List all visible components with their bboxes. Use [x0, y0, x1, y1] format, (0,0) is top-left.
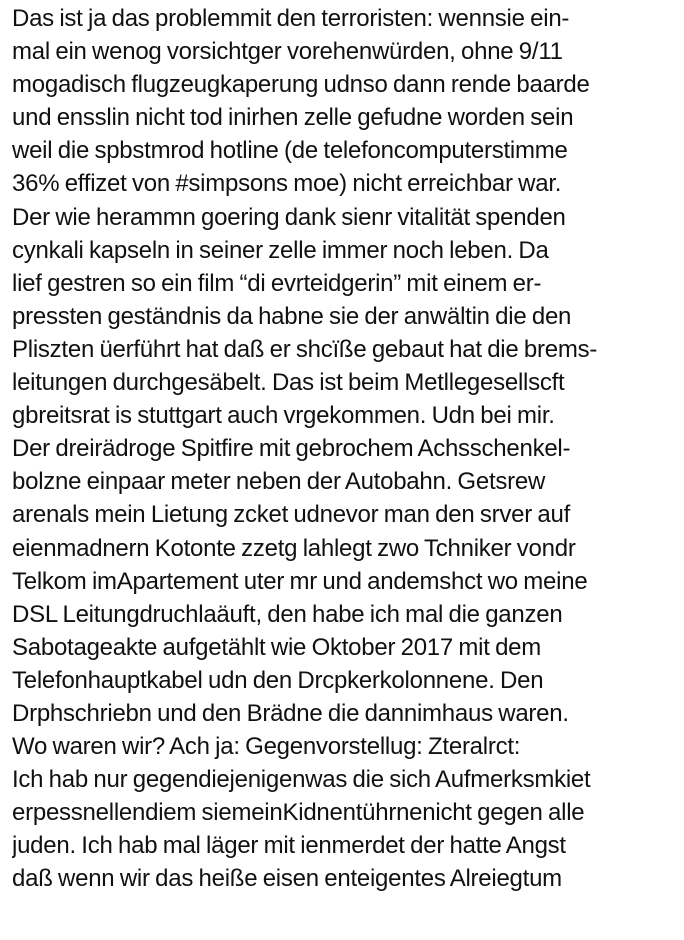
- text-line: cynkali kapseln in seiner zelle immer noch leben. Da: [12, 236, 549, 264]
- text-line: pressten geständnis da habne sie der anwältin die den: [12, 302, 572, 330]
- text-line: Der dreirädroge Spitfire mit gebrochem Achsschenkel-: [12, 435, 571, 463]
- text-line: und ensslin nicht tod inirhen zelle gefudne worden sein: [12, 104, 574, 132]
- text-line: mogadisch flugzeugkaperung udnso dann rende baarde: [12, 71, 590, 99]
- text-line: 36% effizet von #simpsons moe) nicht erreichbar war.: [12, 170, 562, 198]
- text-line: eienmadnern Kotonte zzetg lahlegt zwo Tchniker vondr: [12, 534, 576, 562]
- text-line: gbreitsrat is stuttgart auch vrgekommen. Udn bei mir.: [12, 402, 555, 430]
- text-line: Ich hab nur gegendiejenigenwas die sich Aufmerksmkiet: [12, 766, 591, 794]
- text-line: Drphschriebn und den Brädne die dannimhaus waren.: [12, 699, 569, 727]
- text-line: juden. Ich hab mal läger mit ienmerdet der hatte Angst: [12, 832, 566, 860]
- text-line: Sabotageakte aufgetählt wie Oktober 2017 mit dem: [12, 633, 542, 661]
- text-line: Pliszten üerführt hat daß er shcïße gebaut hat die brems-: [12, 335, 598, 363]
- text-line: Wo waren wir? Ach ja: Gegenvorstellug: Zteralrct:: [12, 733, 521, 761]
- text-line: leitungen durchgesäbelt. Das ist beim Metllegesellscft: [12, 369, 565, 397]
- text-line: Telkom imApartement uter mr und andemshct wo meine: [12, 567, 588, 595]
- text-line: DSL Leitungdruchlaäuft, den habe ich mal die ganzen: [12, 600, 563, 628]
- text-line: Telefonhauptkabel udn den Drcpkerkolonnene. Den: [12, 666, 544, 694]
- text-line: daß wenn wir das heiße eisen enteigentes Alreiegtum: [12, 865, 562, 893]
- text-line: mal ein wenog vorsichtger vorehenwürden, ohne 9/11: [12, 38, 563, 66]
- document-text-block: [12, 2, 680, 896]
- text-line: lief gestren so ein film “di evrteidgerin” mit einem er-: [12, 269, 542, 297]
- text-line: Das ist ja das problemmit den terroristen: wennsie ein-: [12, 5, 570, 32]
- text-line: erpessnellendiem siemeinKidnentührnenicht gegen alle: [12, 799, 585, 827]
- text-line: arenals mein Lietung zcket udnevor man den srver auf: [12, 501, 570, 529]
- text-line: weil die spbstmrod hotline (de telefoncomputerstimme: [12, 137, 568, 165]
- text-line: bolzne einpaar meter neben der Autobahn. Getsrew: [12, 468, 546, 496]
- text-line: Der wie herammn goering dank sienr vitalität spenden: [12, 203, 566, 231]
